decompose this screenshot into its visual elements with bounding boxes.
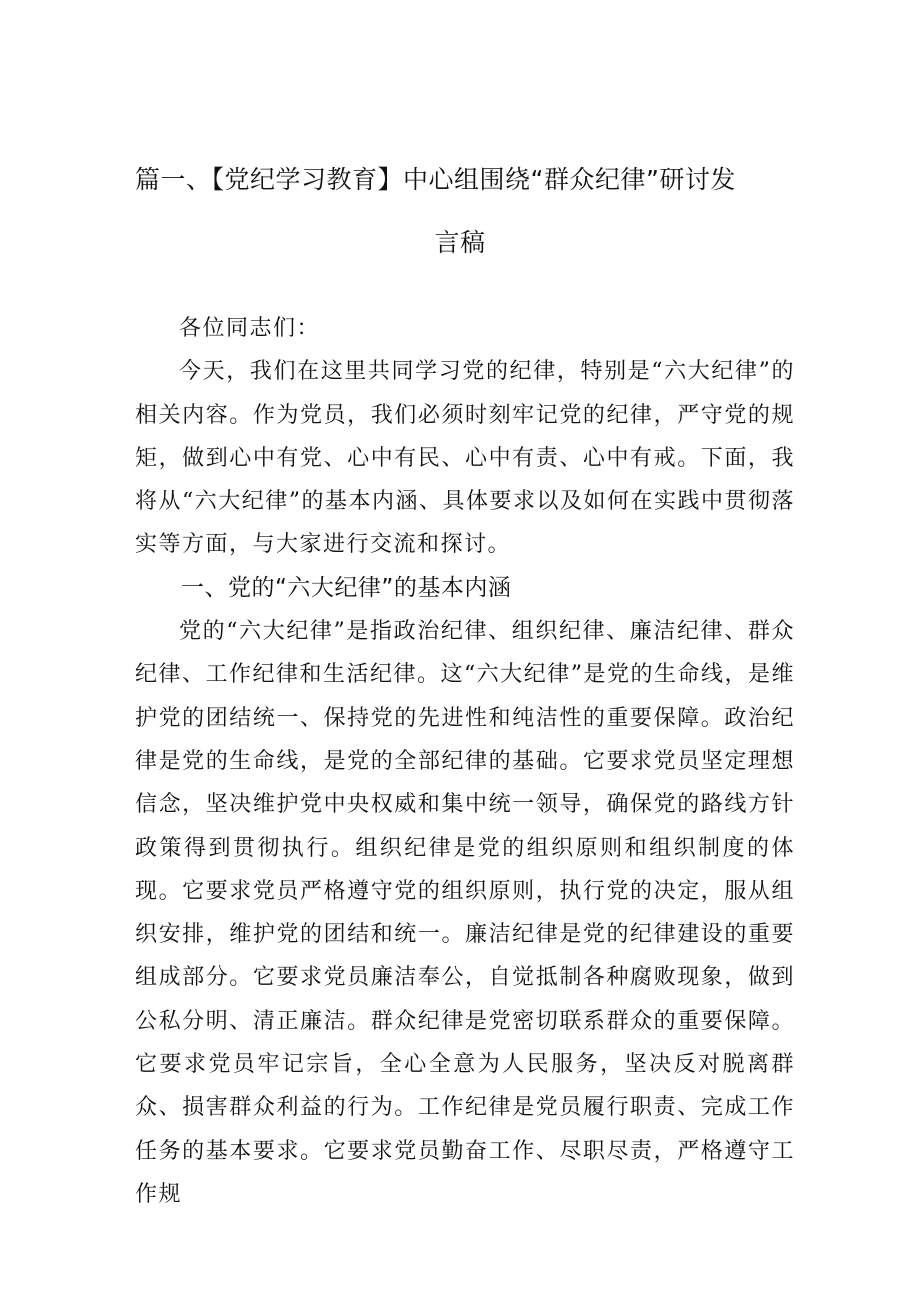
section-1-paragraph: 党的“六大纪律”是指政治纪律、组织纪律、廉洁纪律、群众纪律、工作纪律和生活纪律。这“六大纪律”是党的生命线，是维护党的团结统一、保持党的先进性和纯洁性的重要保障。政治纪律是党的生命线，是党的全部纪律的基础。它要求党员坚定理想信念，坚决维护党中央权威和集中统一领导，确保党的路线方针政策得到贯彻执行。组织纪律是党的组织原则和组织制度的体现。它要求党员严格遵守党的组织原则，执行党的决定，服从组织安排，维护党的团结和统一。廉洁纪律是党的纪律建设的重要组成部分。它要求党员廉洁奉公，自觉抵制各种腐败现象，做到公私分明、清正廉洁。群众纪律是党密切联系群众的重要保障。它要求党员牢记宗旨，全心全意为人民服务，坚决反对脱离群众、损害群众利益的行为。工作纪律是党员履行职责、完成工作任务的基本要求。它要求党员勤奋工作、尽职尽责，严格遵守工作规 [135,619,795,1207]
document-title-line-2: 言稿 [434,228,486,257]
salutation: 各位同志们： [179,316,321,341]
intro-paragraph: 今天，我们在这里共同学习党的纪律，特别是“六大纪律”的相关内容。作为党员，我们必须时刻牢记党的纪律，严守党的规矩，做到心中有党、心中有民、心中有责、心中有戒。下面，我将从“六大纪律”的基本内涵、具体要求以及如何在实践中贯彻落实等方面，与大家进行交流和探讨。 [135,359,795,558]
section-1-heading: 一、党的“六大纪律”的基本内涵 [181,574,512,601]
document-body [135,307,795,1216]
document-title-line-1: 篇一、【党纪学习教育】中心组围绕“群众纪律”研讨发 [135,165,736,194]
